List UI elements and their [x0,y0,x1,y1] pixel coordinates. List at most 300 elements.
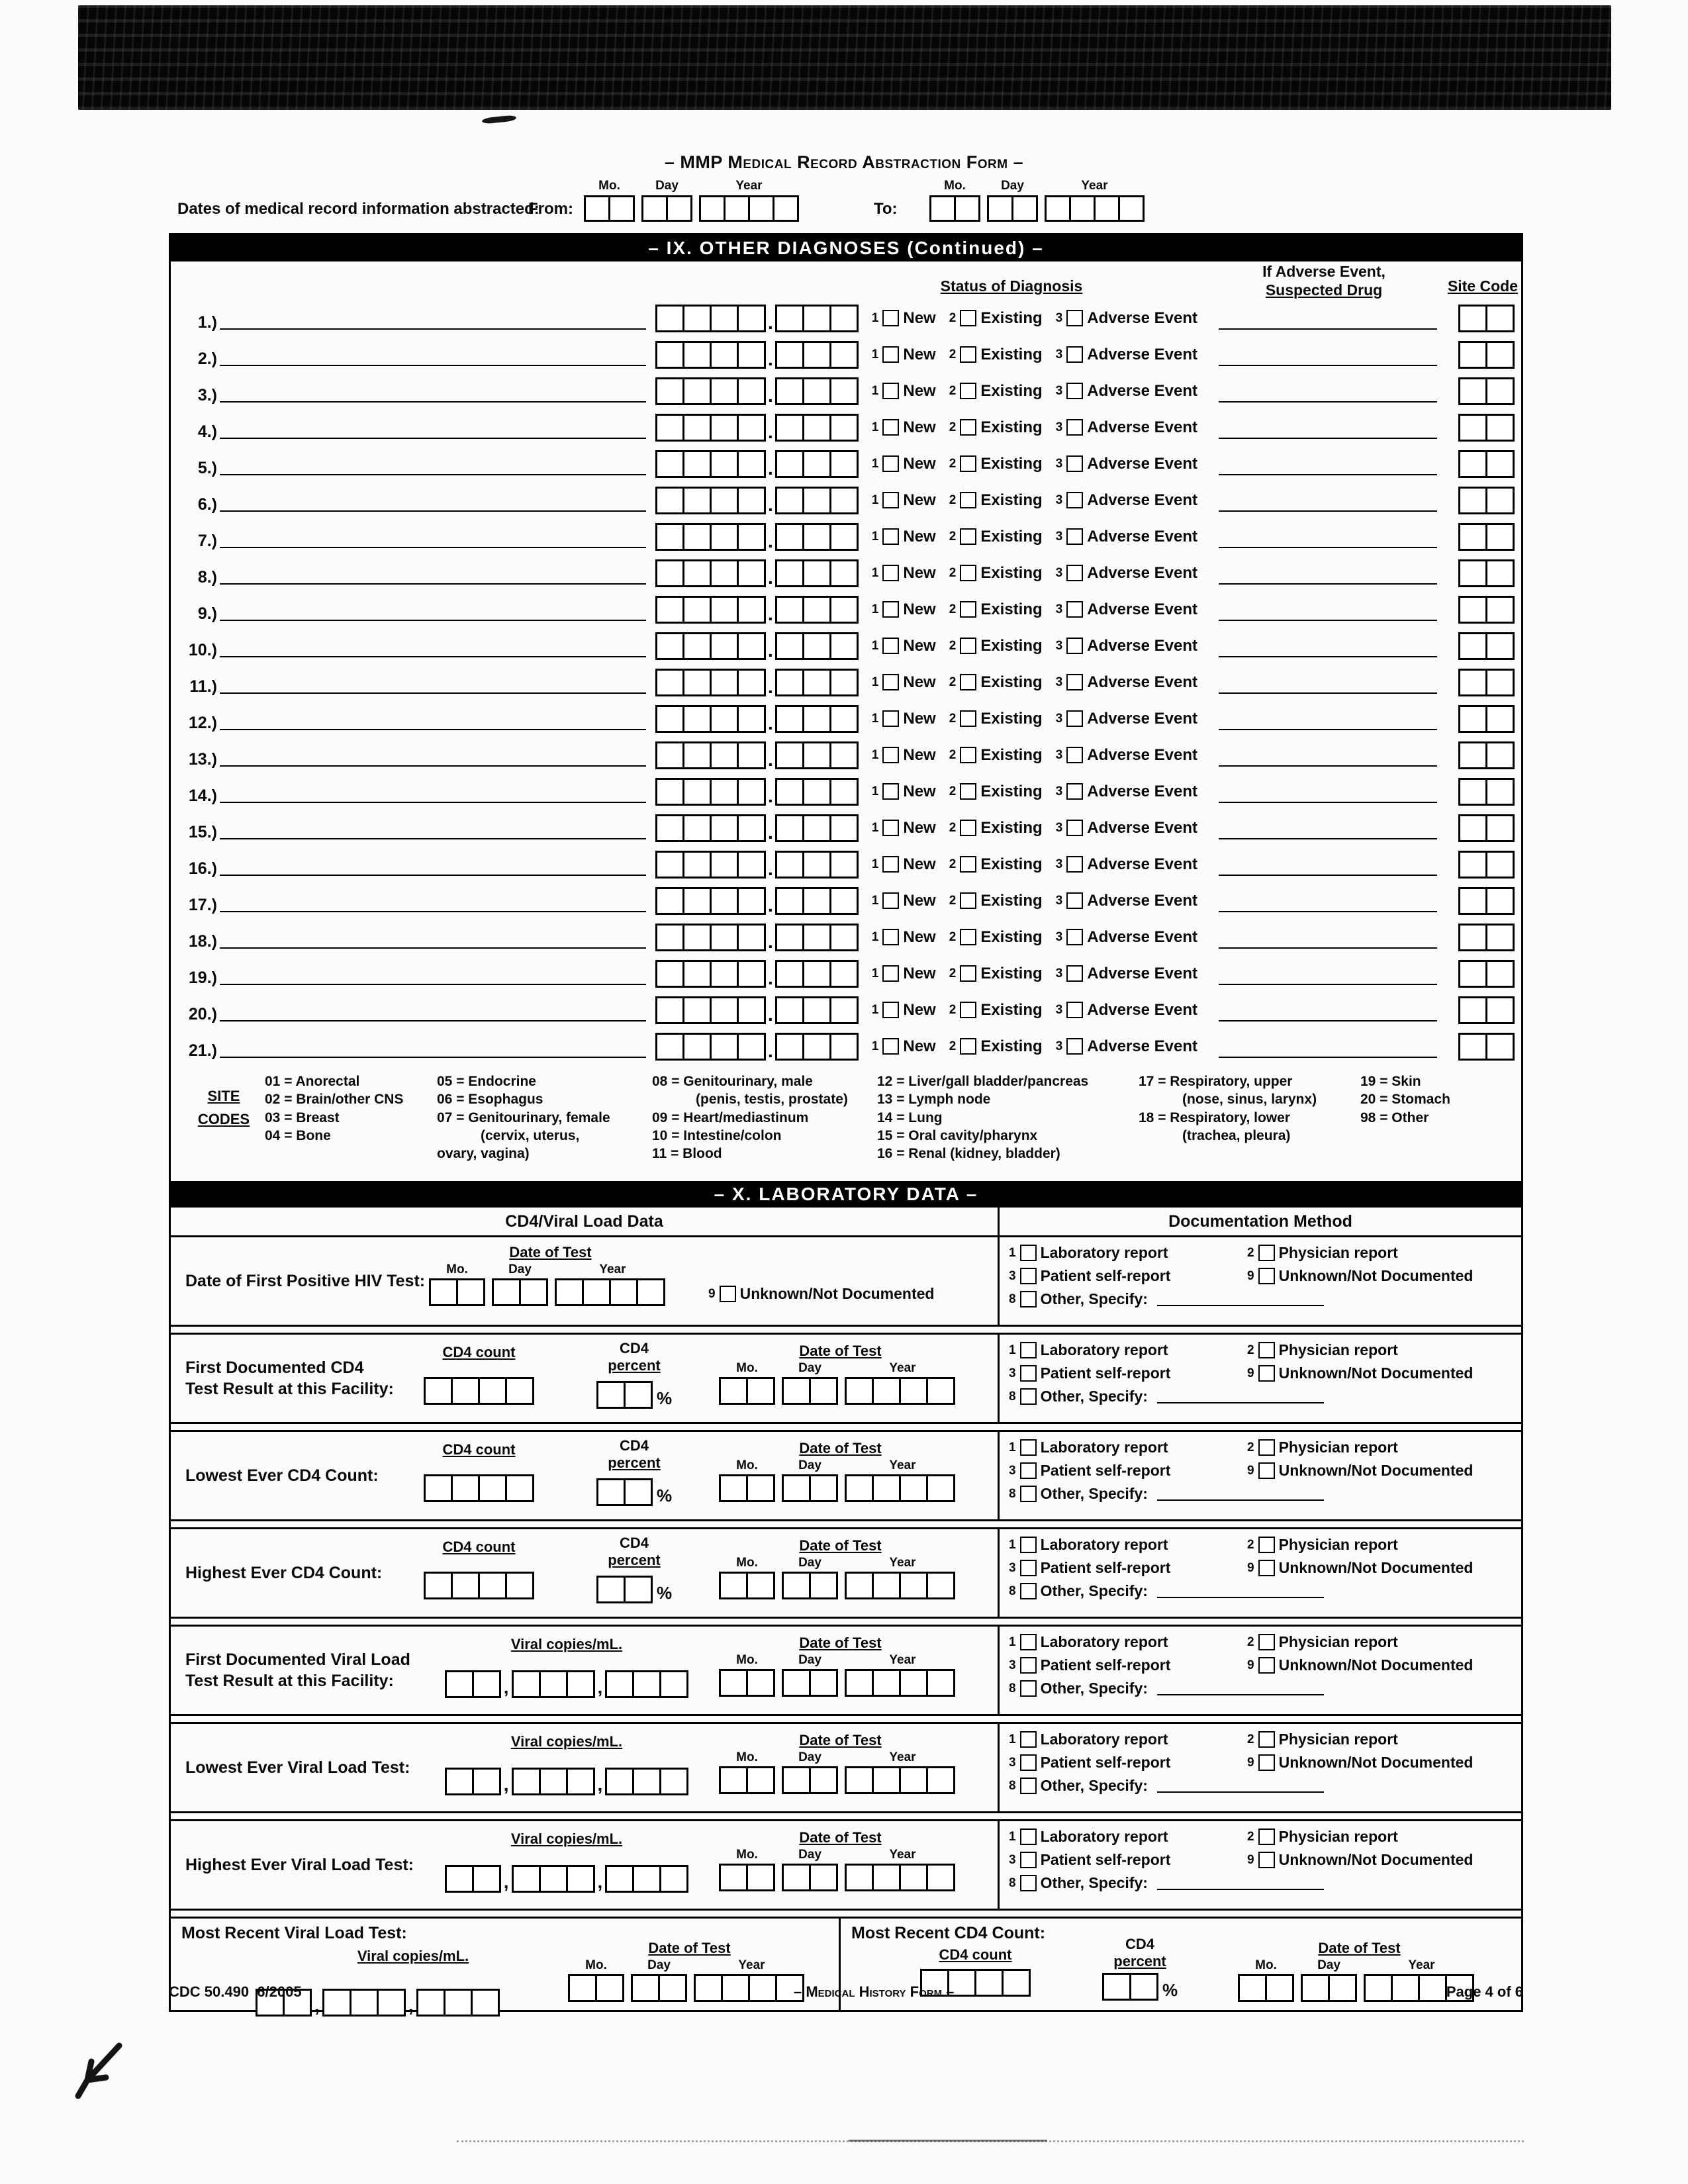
entry-box[interactable] [682,450,712,478]
entry-box[interactable] [632,1768,661,1795]
unknown-not-documented-checkbox[interactable] [1258,1852,1275,1868]
entry-box[interactable] [451,1474,480,1502]
physician-report-checkbox[interactable] [1258,1342,1275,1358]
status-existing-checkbox[interactable] [960,892,976,909]
entry-box[interactable] [655,559,684,587]
entry-box[interactable] [737,960,766,988]
entry-box[interactable] [845,1669,874,1697]
entry-box[interactable] [710,705,739,733]
entry-box[interactable] [899,1766,928,1794]
entry-box[interactable] [926,1669,955,1697]
entry-box[interactable] [1458,778,1487,806]
physician-report-checkbox[interactable] [1258,1439,1275,1456]
entry-box[interactable] [1485,596,1515,624]
entry-box[interactable] [775,1033,804,1061]
entry-box[interactable] [1485,741,1515,769]
laboratory-report-checkbox[interactable] [1020,1245,1037,1261]
entry-box[interactable] [899,1864,928,1891]
entry-box[interactable] [655,741,684,769]
entry-box[interactable] [655,377,684,405]
entry-box[interactable] [802,596,831,624]
entry-box[interactable] [829,596,859,624]
entry-box[interactable] [596,1478,626,1506]
entry-box[interactable] [872,1572,901,1599]
entry-box[interactable] [802,341,831,369]
entry-box[interactable] [802,924,831,951]
entry-box[interactable] [1485,632,1515,660]
entry-box[interactable] [775,924,804,951]
entry-box[interactable] [682,778,712,806]
entry-box[interactable] [782,1766,811,1794]
entry-box[interactable] [1458,523,1487,551]
entry-box[interactable] [899,1669,928,1697]
entry-box[interactable] [802,523,831,551]
entry-box[interactable] [802,778,831,806]
entry-box[interactable] [655,341,684,369]
entry-box[interactable] [710,741,739,769]
status-existing-checkbox[interactable] [960,310,976,326]
entry-box[interactable] [775,669,804,696]
entry-box[interactable] [802,814,831,842]
entry-box[interactable] [1458,414,1487,442]
entry-box[interactable] [710,778,739,806]
status-adverse-event-checkbox[interactable] [1066,310,1083,326]
diagnosis-name-line[interactable] [220,729,646,730]
entry-box[interactable] [632,1865,661,1893]
entry-box[interactable] [1485,450,1515,478]
entry-box[interactable] [655,924,684,951]
entry-box[interactable] [775,377,804,405]
entry-box[interactable] [775,814,804,842]
entry-box[interactable] [775,450,804,478]
status-adverse-event-checkbox[interactable] [1066,747,1083,763]
status-existing-checkbox[interactable] [960,929,976,945]
suspected-drug-line[interactable] [1219,401,1437,403]
entry-box[interactable] [682,596,712,624]
entry-box[interactable] [872,1864,901,1891]
entry-box[interactable] [775,559,804,587]
entry-box[interactable] [682,814,712,842]
unknown-not-documented-checkbox[interactable] [1258,1560,1275,1576]
entry-box[interactable] [737,1033,766,1061]
other-specify-checkbox[interactable] [1020,1680,1037,1697]
entry-box[interactable] [555,1278,584,1306]
entry-box[interactable] [1458,814,1487,842]
entry-box[interactable] [682,523,712,551]
entry-box[interactable] [782,1474,811,1502]
entry-box[interactable] [1485,778,1515,806]
laboratory-report-checkbox[interactable] [1020,1731,1037,1748]
patient-self-report-checkbox[interactable] [1020,1657,1037,1674]
status-adverse-event-checkbox[interactable] [1066,565,1083,581]
unknown-not-documented-checkbox[interactable] [1258,1365,1275,1382]
status-existing-checkbox[interactable] [960,747,976,763]
entry-box[interactable] [829,1033,859,1061]
status-adverse-event-checkbox[interactable] [1066,1002,1083,1018]
status-adverse-event-checkbox[interactable] [1066,856,1083,873]
entry-box[interactable] [472,1865,501,1893]
status-new-checkbox[interactable] [882,1038,899,1055]
status-adverse-event-checkbox[interactable] [1066,455,1083,472]
diagnosis-name-line[interactable] [220,474,646,475]
entry-box[interactable] [655,887,684,915]
entry-box[interactable] [829,559,859,587]
entry-box[interactable] [624,1478,653,1506]
entry-box[interactable] [710,341,739,369]
physician-report-checkbox[interactable] [1258,1537,1275,1553]
entry-box[interactable] [829,487,859,514]
entry-box[interactable] [775,705,804,733]
status-new-checkbox[interactable] [882,346,899,363]
status-new-checkbox[interactable] [882,419,899,436]
entry-box[interactable] [1458,1033,1487,1061]
entry-box[interactable] [1458,996,1487,1024]
entry-box[interactable] [624,1381,653,1409]
status-new-checkbox[interactable] [882,965,899,982]
status-existing-checkbox[interactable] [960,1038,976,1055]
entry-box[interactable] [746,1572,775,1599]
status-adverse-event-checkbox[interactable] [1066,710,1083,727]
status-existing-checkbox[interactable] [960,383,976,399]
entry-box[interactable] [1069,195,1096,222]
suspected-drug-line[interactable] [1219,656,1437,657]
unknown-not-documented-checkbox[interactable] [1258,1268,1275,1284]
entry-box[interactable] [1458,487,1487,514]
entry-box[interactable] [682,487,712,514]
entry-box[interactable] [829,924,859,951]
status-new-checkbox[interactable] [882,310,899,326]
entry-box[interactable] [596,1381,626,1409]
entry-box[interactable] [737,851,766,878]
entry-box[interactable] [710,523,739,551]
entry-box[interactable] [682,741,712,769]
entry-box[interactable] [682,996,712,1024]
status-existing-checkbox[interactable] [960,710,976,727]
suspected-drug-line[interactable] [1219,328,1437,330]
entry-box[interactable] [1458,924,1487,951]
entry-box[interactable] [802,741,831,769]
status-new-checkbox[interactable] [882,638,899,654]
entry-box[interactable] [899,1572,928,1599]
status-adverse-event-checkbox[interactable] [1066,383,1083,399]
entry-box[interactable] [926,1864,955,1891]
status-adverse-event-checkbox[interactable] [1066,419,1083,436]
other-specify-line[interactable] [1157,1780,1324,1793]
entry-box[interactable] [641,195,668,222]
entry-box[interactable] [682,669,712,696]
suspected-drug-line[interactable] [1219,911,1437,912]
entry-box[interactable] [926,1766,955,1794]
entry-box[interactable] [782,1572,811,1599]
entry-box[interactable] [829,705,859,733]
entry-box[interactable] [802,960,831,988]
entry-box[interactable] [710,851,739,878]
entry-box[interactable] [954,195,980,222]
entry-box[interactable] [655,450,684,478]
entry-box[interactable] [710,996,739,1024]
entry-box[interactable] [1458,705,1487,733]
entry-box[interactable] [1458,341,1487,369]
entry-box[interactable] [682,1033,712,1061]
entry-box[interactable] [682,632,712,660]
entry-box[interactable] [802,887,831,915]
entry-box[interactable] [1485,996,1515,1024]
entry-box[interactable] [802,669,831,696]
other-specify-line[interactable] [1157,1293,1324,1306]
entry-box[interactable] [1458,741,1487,769]
status-adverse-event-checkbox[interactable] [1066,965,1083,982]
entry-box[interactable] [1485,851,1515,878]
entry-box[interactable] [1458,632,1487,660]
entry-box[interactable] [737,414,766,442]
entry-box[interactable] [782,1864,811,1891]
entry-box[interactable] [899,1377,928,1405]
suspected-drug-line[interactable] [1219,1057,1437,1058]
entry-box[interactable] [478,1474,507,1502]
entry-box[interactable] [505,1474,534,1502]
status-new-checkbox[interactable] [882,929,899,945]
entry-box[interactable] [682,305,712,332]
diagnosis-name-line[interactable] [220,984,646,985]
entry-box[interactable] [1485,377,1515,405]
entry-box[interactable] [710,414,739,442]
entry-box[interactable] [802,487,831,514]
status-adverse-event-checkbox[interactable] [1066,601,1083,618]
status-adverse-event-checkbox[interactable] [1066,638,1083,654]
entry-box[interactable] [737,632,766,660]
diagnosis-name-line[interactable] [220,838,646,839]
status-new-checkbox[interactable] [882,710,899,727]
entry-box[interactable] [737,924,766,951]
status-existing-checkbox[interactable] [960,346,976,363]
entry-box[interactable] [445,1768,474,1795]
diagnosis-name-line[interactable] [220,583,646,585]
entry-box[interactable] [719,1474,748,1502]
suspected-drug-line[interactable] [1219,947,1437,949]
suspected-drug-line[interactable] [1219,365,1437,366]
entry-box[interactable] [829,450,859,478]
entry-box[interactable] [746,1864,775,1891]
entry-box[interactable] [773,195,799,222]
diagnosis-name-line[interactable] [220,438,646,439]
entry-box[interactable] [775,632,804,660]
entry-box[interactable] [809,1474,838,1502]
suspected-drug-line[interactable] [1219,583,1437,585]
entry-box[interactable] [737,559,766,587]
entry-box[interactable] [566,1768,595,1795]
entry-box[interactable] [1045,195,1071,222]
entry-box[interactable] [505,1572,534,1599]
entry-box[interactable] [829,960,859,988]
unknown-not-documented-checkbox[interactable] [1258,1462,1275,1479]
status-adverse-event-checkbox[interactable] [1066,783,1083,800]
entry-box[interactable] [659,1670,688,1698]
entry-box[interactable] [829,741,859,769]
suspected-drug-line[interactable] [1219,510,1437,512]
entry-box[interactable] [782,1377,811,1405]
entry-box[interactable] [737,741,766,769]
entry-box[interactable] [655,305,684,332]
entry-box[interactable] [682,705,712,733]
entry-box[interactable] [809,1669,838,1697]
entry-box[interactable] [775,414,804,442]
suspected-drug-line[interactable] [1219,838,1437,839]
entry-box[interactable] [682,851,712,878]
entry-box[interactable] [429,1278,458,1306]
entry-box[interactable] [775,741,804,769]
entry-box[interactable] [1458,596,1487,624]
status-adverse-event-checkbox[interactable] [1066,820,1083,836]
suspected-drug-line[interactable] [1219,729,1437,730]
suspected-drug-line[interactable] [1219,765,1437,767]
entry-box[interactable] [655,596,684,624]
patient-self-report-checkbox[interactable] [1020,1560,1037,1576]
other-specify-checkbox[interactable] [1020,1486,1037,1502]
entry-box[interactable] [1485,960,1515,988]
patient-self-report-checkbox[interactable] [1020,1365,1037,1382]
entry-box[interactable] [1485,669,1515,696]
entry-box[interactable] [605,1865,634,1893]
suspected-drug-line[interactable] [1219,692,1437,694]
entry-box[interactable] [719,1572,748,1599]
entry-box[interactable] [636,1278,665,1306]
laboratory-report-checkbox[interactable] [1020,1439,1037,1456]
entry-box[interactable] [829,305,859,332]
diagnosis-name-line[interactable] [220,620,646,621]
entry-box[interactable] [424,1572,453,1599]
entry-box[interactable] [748,195,774,222]
entry-box[interactable] [609,1278,638,1306]
entry-box[interactable] [710,1033,739,1061]
unknown-not-documented-checkbox[interactable] [1258,1754,1275,1771]
entry-box[interactable] [1458,377,1487,405]
entry-box[interactable] [802,851,831,878]
entry-box[interactable] [1485,887,1515,915]
entry-box[interactable] [775,305,804,332]
entry-box[interactable] [845,1474,874,1502]
entry-box[interactable] [710,487,739,514]
laboratory-report-checkbox[interactable] [1020,1342,1037,1358]
entry-box[interactable] [519,1278,548,1306]
diagnosis-name-line[interactable] [220,1057,646,1058]
entry-box[interactable] [710,377,739,405]
entry-box[interactable] [737,705,766,733]
entry-box[interactable] [666,195,692,222]
patient-self-report-checkbox[interactable] [1020,1268,1037,1284]
entry-box[interactable] [492,1278,521,1306]
entry-box[interactable] [1094,195,1120,222]
status-existing-checkbox[interactable] [960,601,976,618]
entry-box[interactable] [445,1670,474,1698]
entry-box[interactable] [802,559,831,587]
entry-box[interactable] [710,669,739,696]
status-new-checkbox[interactable] [882,674,899,690]
entry-box[interactable] [710,632,739,660]
status-existing-checkbox[interactable] [960,455,976,472]
patient-self-report-checkbox[interactable] [1020,1462,1037,1479]
entry-box[interactable] [655,778,684,806]
status-existing-checkbox[interactable] [960,528,976,545]
diagnosis-name-line[interactable] [220,401,646,403]
status-new-checkbox[interactable] [882,601,899,618]
entry-box[interactable] [872,1474,901,1502]
diagnosis-name-line[interactable] [220,656,646,657]
unknown-not-documented-checkbox[interactable] [1258,1657,1275,1674]
entry-box[interactable] [1118,195,1145,222]
entry-box[interactable] [809,1864,838,1891]
entry-box[interactable] [682,414,712,442]
entry-box[interactable] [775,996,804,1024]
laboratory-report-checkbox[interactable] [1020,1537,1037,1553]
status-new-checkbox[interactable] [882,892,899,909]
entry-box[interactable] [655,414,684,442]
entry-box[interactable] [566,1670,595,1698]
entry-box[interactable] [582,1278,611,1306]
entry-box[interactable] [1485,414,1515,442]
status-existing-checkbox[interactable] [960,419,976,436]
entry-box[interactable] [1458,305,1487,332]
entry-box[interactable] [682,960,712,988]
entry-box[interactable] [802,996,831,1024]
entry-box[interactable] [809,1377,838,1405]
entry-box[interactable] [710,559,739,587]
hiv-unknown-checkbox[interactable] [720,1286,736,1302]
entry-box[interactable] [655,487,684,514]
entry-box[interactable] [737,996,766,1024]
entry-box[interactable] [845,1572,874,1599]
entry-box[interactable] [987,195,1013,222]
entry-box[interactable] [539,1865,568,1893]
other-specify-line[interactable] [1157,1682,1324,1695]
entry-box[interactable] [829,377,859,405]
suspected-drug-line[interactable] [1219,984,1437,985]
entry-box[interactable] [1485,924,1515,951]
entry-box[interactable] [746,1474,775,1502]
status-new-checkbox[interactable] [882,820,899,836]
suspected-drug-line[interactable] [1219,1020,1437,1021]
entry-box[interactable] [512,1768,541,1795]
entry-box[interactable] [737,887,766,915]
diagnosis-name-line[interactable] [220,911,646,912]
entry-box[interactable] [539,1768,568,1795]
entry-box[interactable] [456,1278,485,1306]
other-specify-checkbox[interactable] [1020,1875,1037,1891]
status-adverse-event-checkbox[interactable] [1066,528,1083,545]
entry-box[interactable] [682,341,712,369]
entry-box[interactable] [829,523,859,551]
entry-box[interactable] [737,341,766,369]
entry-box[interactable] [710,814,739,842]
diagnosis-name-line[interactable] [220,328,646,330]
diagnosis-name-line[interactable] [220,765,646,767]
entry-box[interactable] [802,450,831,478]
entry-box[interactable] [710,450,739,478]
entry-box[interactable] [809,1766,838,1794]
entry-box[interactable] [1485,523,1515,551]
entry-box[interactable] [737,596,766,624]
status-new-checkbox[interactable] [882,455,899,472]
status-existing-checkbox[interactable] [960,565,976,581]
entry-box[interactable] [1485,487,1515,514]
entry-box[interactable] [829,887,859,915]
entry-box[interactable] [1485,341,1515,369]
entry-box[interactable] [605,1670,634,1698]
physician-report-checkbox[interactable] [1258,1245,1275,1261]
entry-box[interactable] [737,450,766,478]
entry-box[interactable] [655,851,684,878]
entry-box[interactable] [1458,887,1487,915]
status-existing-checkbox[interactable] [960,783,976,800]
